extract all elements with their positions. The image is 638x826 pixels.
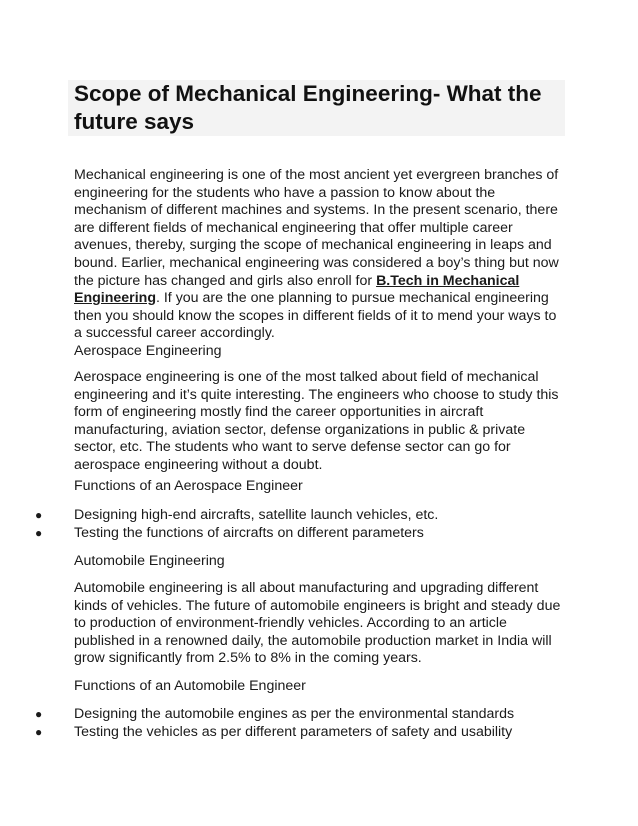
- list-item: [0, 525, 600, 543]
- list-item: [0, 706, 600, 724]
- intro-text-after-link: . If you are the one planning to pursue mechanical engineering then you should know the scopes in different fields of it to mend your ways to a successful career accordingly.: [74, 290, 557, 342]
- bullet-icon: ●: [35, 707, 43, 721]
- automobile-heading: Automobile Engineering: [74, 553, 225, 569]
- automobile-functions-list: [0, 706, 600, 741]
- intro-text-before-link: Mechanical engineering is one of the most ancient yet evergreen branches of engineering for the students who have a passion to know about the mechanism of different machines and systems. In the present scenario, there are different fields of mechanical engineering that offer multiple career avenues, thereby, surging the scope of mechanical engineering in leaps and bound. Earlier, mechanical engineering was considered a boy’s thing but now the picture has changed and girls also enroll for: [74, 167, 559, 289]
- automobile-functions-heading-block: [74, 678, 564, 696]
- list-item-text: Designing high-end aircrafts, satellite launch vehicles, etc.: [74, 507, 439, 523]
- bullet-icon: ●: [35, 508, 43, 522]
- aerospace-heading: Aerospace Engineering: [74, 343, 222, 359]
- list-item: [0, 724, 600, 742]
- btech-mechanical-link[interactable]: B.Tech in Mechanical Engineering: [74, 272, 520, 307]
- automobile-functions-heading: Functions of an Automobile Engineer: [74, 678, 306, 694]
- list-item-text: Testing the functions of aircrafts on different parameters: [74, 524, 424, 541]
- aerospace-heading-block: [74, 343, 564, 361]
- aerospace-section: [74, 369, 564, 475]
- automobile-paragraph: Automobile engineering is all about manufacturing and upgrading different kinds of vehicles. The future of automobile engineers is bright and steady due to production of environment-friendly vehicles. According to an article published in a renowned daily, the automobile production market in India will grow significantly from 2.5% to 8% in the coming years.: [74, 580, 561, 667]
- aerospace-paragraph: Aerospace engineering is one of the most talked about field of mechanical engineering and it’s quite interesting. The engineers who choose to study this form of engineering mostly find the career opportunities in aircraft manufacturing, aviation sector, defense organizations in public & private sector, etc. The students who want to serve defense sector can go for aerospace engineering without a doubt.: [74, 369, 559, 473]
- list-item: [0, 507, 600, 525]
- automobile-section: [74, 580, 564, 668]
- list-item-text: Designing the automobile engines as per the environmental standards: [74, 706, 515, 722]
- list-item-text: Testing the vehicles as per different parameters of safety and usability: [74, 723, 513, 740]
- intro-section: [74, 167, 564, 343]
- automobile-heading-block: [74, 553, 564, 571]
- title-block: [68, 80, 565, 136]
- intro-paragraph: [74, 167, 564, 343]
- aerospace-functions-heading-block: [74, 478, 564, 496]
- bullet-icon: ●: [35, 724, 43, 739]
- aerospace-functions-heading: Functions of an Aerospace Engineer: [74, 478, 303, 494]
- aerospace-functions-list: [0, 507, 600, 542]
- page-title: Scope of Mechanical Engineering- What the future says: [74, 81, 542, 134]
- bullet-icon: ●: [35, 525, 43, 540]
